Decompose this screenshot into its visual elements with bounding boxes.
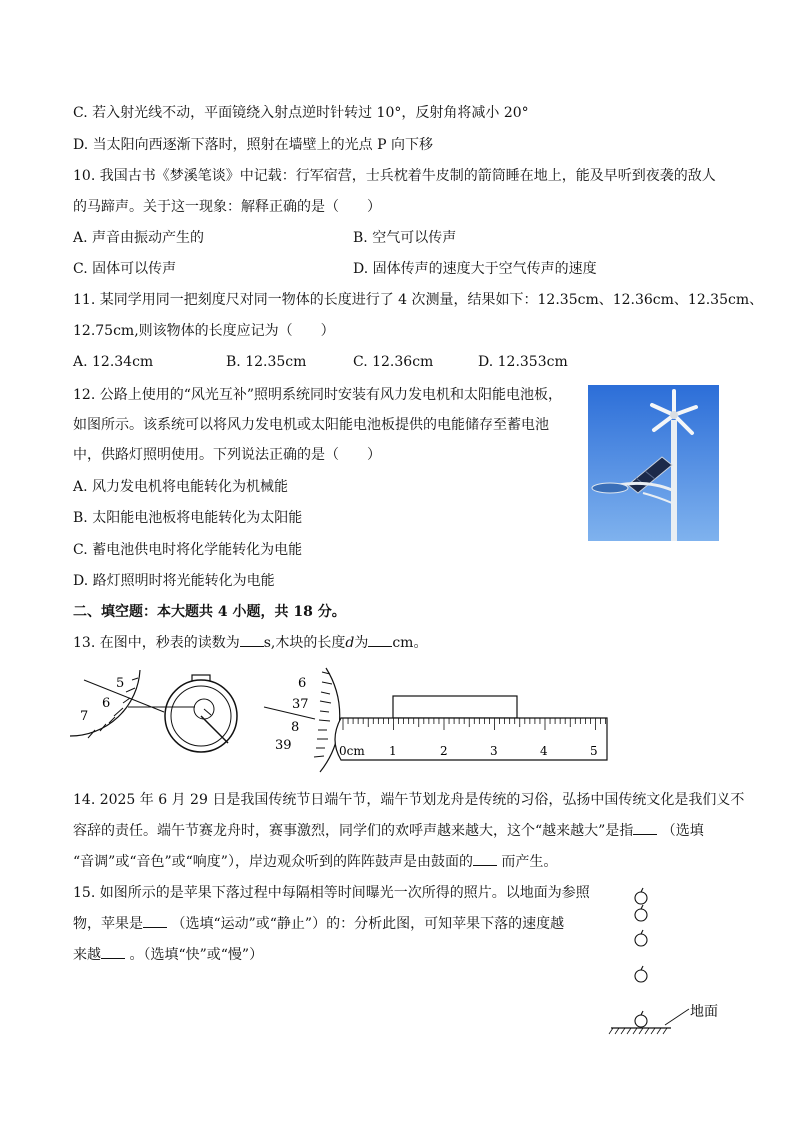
apple-icon — [635, 930, 647, 946]
q13-text-mid1: s,木块的长度 — [263, 635, 346, 651]
apple-icon — [635, 888, 647, 904]
ground-hatching — [609, 1028, 667, 1034]
second-label-6: 6 — [298, 676, 307, 691]
q14-text-3a: “音调”或“音色”或“响度”），岸边观众听到的阵阵鼓声是由鼓面的 — [73, 854, 473, 870]
q13-text-post: cm。 — [392, 635, 428, 651]
second-label-37: 37 — [292, 697, 309, 712]
ruler-label-4: 4 — [540, 744, 548, 758]
q11-option-c: C. 12.36cm — [353, 354, 434, 370]
q12-option-a: A. 风力发电机将电能转化为机械能 — [73, 479, 289, 495]
q10-option-a: A. 声音由振动产生的 — [73, 230, 205, 246]
ruler-label-1: 1 — [389, 744, 397, 758]
ruler-body — [335, 718, 607, 760]
apple-icon — [635, 1011, 647, 1027]
q10-option-d: D. 固体传声的速度大于空气传声的速度 — [353, 261, 597, 277]
ground-label: 地面 — [690, 1004, 718, 1020]
q13-blank-1[interactable] — [240, 634, 264, 647]
q11-stem-line1: 11. 某同学用同一把刻度尺对同一物体的长度进行了 4 次测量，结果如下：12.35cm、12.36cm、12.35cm、 — [73, 292, 764, 308]
q14-stem-line3 — [73, 853, 557, 871]
q14-text-3b: 而产生。 — [501, 854, 558, 870]
q15-text-2b: （选填“运动”或“静止”）的：分析此图，可知苹果下落的速度越 — [171, 916, 565, 932]
q13-text-pre: 13. 在图中，秒表的读数为 — [73, 635, 240, 651]
ruler-label-2: 2 — [440, 744, 448, 758]
minute-label-6: 6 — [102, 696, 111, 711]
q14-text-2b: （选填 — [661, 823, 704, 839]
minute-label-5: 5 — [116, 676, 125, 691]
q15-stem-line1: 15. 如图所示的是苹果下落过程中每隔相等时间曝光一次所得的照片。以地面为参照 — [73, 885, 590, 901]
ground-label-leader — [665, 1009, 689, 1025]
second-label-39: 39 — [275, 738, 292, 753]
wind-solar-streetlight-photo — [588, 385, 719, 541]
q11-option-d: D. 12.353cm — [478, 354, 568, 370]
q12-stem-line3: 中，供路灯照明使用。下列说法正确的是（ ） — [73, 447, 381, 463]
q11-option-a: A. 12.34cm — [73, 354, 154, 370]
q13-var-d: d — [345, 635, 355, 651]
q12-option-b: B. 太阳能电池板将电能转化为太阳能 — [73, 510, 303, 526]
stopwatch-figure — [68, 668, 338, 776]
apple-icon — [635, 966, 647, 982]
q12-stem-line2: 如图所示。该系统可以将风力发电机或太阳能电池板提供的电能储存至蓄电池 — [73, 417, 549, 433]
q15-blank-1[interactable] — [143, 915, 167, 928]
second-label-8: 8 — [291, 720, 300, 735]
q11-option-b: B. 12.35cm — [226, 354, 307, 370]
wooden-block — [393, 696, 517, 718]
q15-text-3a: 来越 — [73, 947, 101, 963]
q12-stem-line1: 12. 公路上使用的“风光互补”照明系统同时安装有风力发电机和太阳能电池板， — [73, 387, 563, 403]
q15-stem-line3 — [73, 946, 263, 964]
q12-option-d: D. 路灯照明时将光能转化为电能 — [73, 573, 275, 589]
ruler-label-3: 3 — [490, 744, 498, 758]
q14-blank-1[interactable] — [633, 822, 657, 835]
q15-text-3b: 。（选填“快”或“慢”） — [129, 947, 264, 963]
q9-option-d: D. 当太阳向西逐渐下落时，照射在墙壁上的光点 P 向下移 — [73, 137, 433, 153]
q10-option-b: B. 空气可以传声 — [353, 230, 457, 246]
q13-blank-2[interactable] — [368, 634, 392, 647]
q15-stem-line2 — [73, 915, 564, 933]
q13-stem — [73, 634, 427, 652]
section-heading: 二、填空题：本大题共 4 小题，共 18 分。 — [73, 604, 346, 620]
q12-option-c: C. 蓄电池供电时将化学能转化为电能 — [73, 542, 303, 558]
falling-apple-figure — [605, 885, 725, 1045]
minute-label-7: 7 — [80, 709, 89, 724]
q15-text-2a: 物，苹果是 — [73, 916, 143, 932]
q11-stem-line2: 12.75cm,则该物体的长度应记为（ ） — [73, 323, 335, 339]
q9-option-c: C. 若入射光线不动，平面镜绕入射点逆时针转过 10°，反射角将减小 20° — [73, 105, 529, 121]
ruler-figure — [325, 692, 610, 772]
ruler-label-5: 5 — [590, 744, 598, 758]
q10-option-c: C. 固体可以传声 — [73, 261, 177, 277]
q14-blank-2[interactable] — [473, 853, 497, 866]
q10-stem-line1: 10. 我国古书《梦溪笔谈》中记载：行军宿营，士兵枕着牛皮制的箭筒睡在地上，能及早听到夜袭的敌人 — [73, 168, 716, 184]
q10-stem-line2: 的马蹄声。关于这一现象：解释正确的是（ ） — [73, 199, 381, 215]
ruler-label-0cm: 0cm — [339, 744, 365, 758]
q15-blank-2[interactable] — [101, 946, 125, 959]
apple-icon — [635, 905, 647, 921]
q14-stem-line2 — [73, 822, 704, 840]
q14-text-2a: 容辞的责任。端午节赛龙舟时，赛事激烈，同学们的欢呼声越来越大，这个“越来越大”是指 — [73, 823, 634, 839]
q13-text-mid2: 为 — [354, 635, 369, 651]
q14-stem-line1: 14. 2025 年 6 月 29 日是我国传统节日端午节，端午节划龙舟是传统的习俗，弘扬中国传统文化是我们义不 — [73, 792, 745, 808]
